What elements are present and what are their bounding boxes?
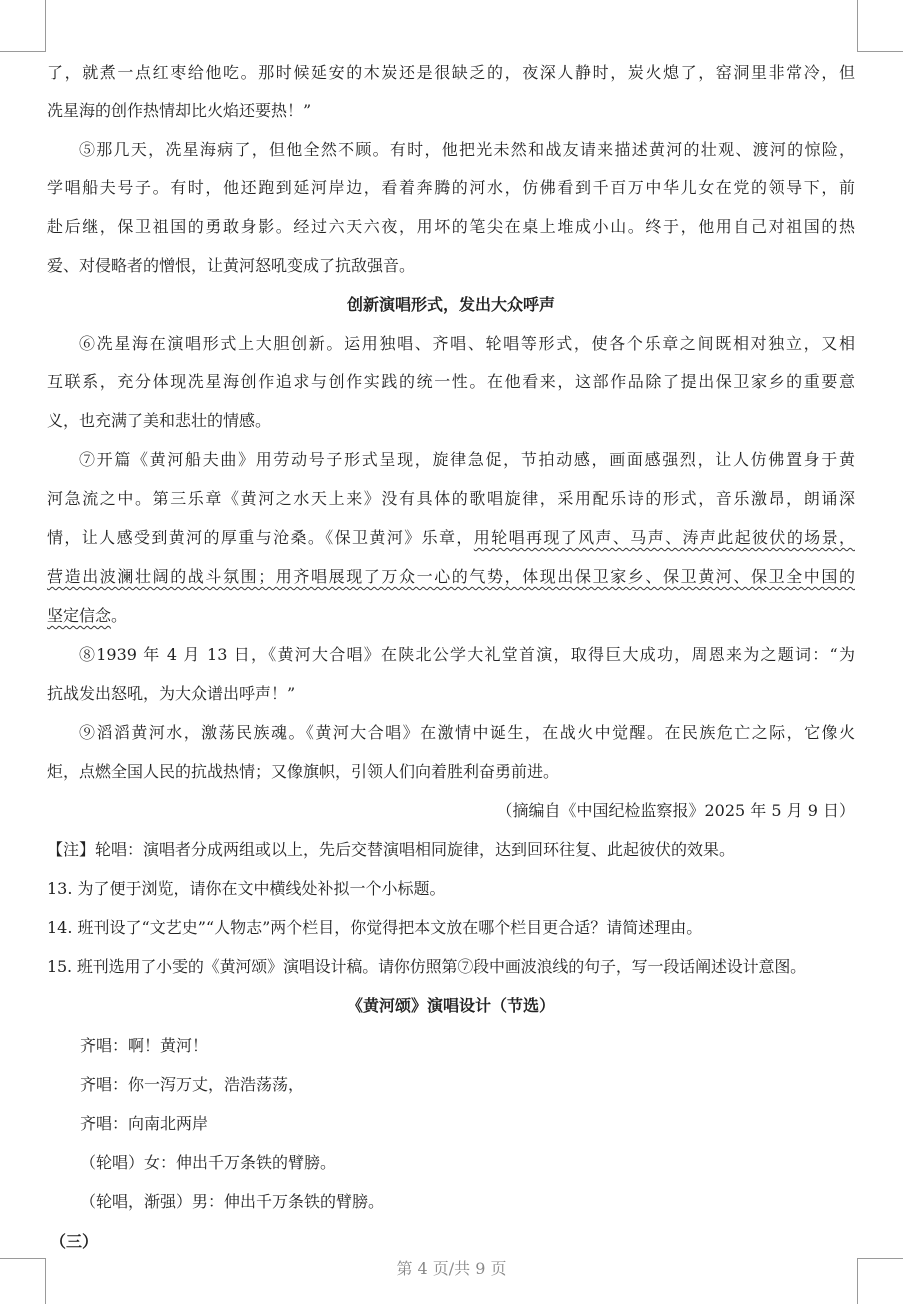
paragraph-7-line	[47, 528, 855, 548]
wavy-underlined-sentence: 营造出波澜壮阔的战斗氛围；用齐唱展现了万众一心的气势，体现出保卫家乡、保卫黄河、保卫全中国的	[47, 567, 855, 586]
paragraph-5-line: 学唱船夫号子。有时，他还跑到延河岸边，看着奔腾的河水，仿佛看到千百万中华儿女在党的领导下，前	[47, 178, 855, 197]
crop-mark	[857, 0, 858, 52]
paragraph-7-text: 。	[111, 606, 128, 625]
crop-mark	[45, 0, 46, 52]
design-line: （轮唱）女：伸出千万条铁的臂膀。	[80, 1153, 337, 1172]
page-number: 第 4 页/共 9 页	[396, 1259, 507, 1278]
paragraph-5-line: ⑤那几天，冼星海病了，但他全然不顾。有时，他把光未然和战友请来描述黄河的壮观、渡河的惊险，	[79, 140, 855, 159]
annotation-note: 【注】轮唱：演唱者分成两组或以上，先后交替演唱相同旋律，达到回环往复、此起彼伏的效果。	[47, 840, 736, 859]
question-15: 15. 班刊选用了小雯的《黄河颂》演唱设计稿。请你仿照第⑦段中画波浪线的句子，写一段话阐述设计意图。	[47, 957, 807, 976]
design-line: 齐唱：向南北两岸	[80, 1114, 209, 1133]
paragraph-7-line: ⑦开篇《黄河船夫曲》用劳动号子形式呈现，旋律急促，节拍动感，画面感强烈，让人仿佛置身于黄	[79, 450, 855, 469]
question-13: 13. 为了便于浏览，请你在文中横线处补拟一个小标题。	[47, 879, 446, 898]
question-14: 14. 班刊设了“文艺史”“人物志”两个栏目，你觉得把本文放在哪个栏目更合适？请简述理由。	[47, 918, 703, 937]
paragraph-9-line: 炬，点燃全国人民的抗战热情；又像旗帜，引领人们向着胜利奋勇前进。	[47, 762, 560, 781]
paragraph-6-line: 义，也充满了美和悲壮的情感。	[47, 411, 272, 430]
design-title: 《黄河颂》演唱设计（节选）	[346, 996, 555, 1015]
paragraph-7-line	[47, 606, 855, 626]
source-citation: （摘编自《中国纪检监察报》2025 年 5 月 9 日）	[496, 801, 855, 820]
paragraph-6-line: ⑥冼星海在演唱形式上大胆创新。运用独唱、齐唱、轮唱等形式，使各个乐章之间既相对独立，又相	[79, 334, 855, 353]
section-label: （三）	[50, 1232, 99, 1251]
section-subheading: 创新演唱形式，发出大众呼声	[346, 295, 555, 314]
wavy-underlined-sentence: 用轮唱再现了风声、马声、涛声此起彼伏的场景，	[473, 528, 855, 547]
paragraph-8-line: 抗战发出怒吼，为大众谱出呼声！”	[47, 684, 296, 703]
paragraph-8-line: ⑧1939 年 4 月 13 日，《黄河大合唱》在陕北公学大礼堂首演，取得巨大成功，周恩来为之题词：“为	[79, 645, 855, 664]
paragraph-5-line: 爱、对侵略者的憎恨，让黄河怒吼变成了抗敌强音。	[47, 256, 416, 275]
crop-mark	[0, 51, 46, 52]
paragraph-9-line: ⑨滔滔黄河水，激荡民族魂。《黄河大合唱》在激情中诞生，在战火中觉醒。在民族危亡之际，它像火	[79, 723, 855, 742]
crop-mark	[857, 51, 903, 52]
paragraph-5-line: 赴后继，保卫祖国的勇敢身影。经过六天六夜，用坏的笔尖在桌上堆成小山。终于，他用自己对祖国的热	[47, 217, 855, 236]
paragraph-6-line: 互联系，充分体现冼星海创作追求与创作实践的统一性。在他看来，这部作品除了提出保卫家乡的重要意	[47, 372, 855, 391]
design-line: 齐唱：你一泻万丈，浩浩荡荡，	[80, 1075, 305, 1094]
paragraph-7-text: 情，让人感受到黄河的厚重与沧桑。《保卫黄河》乐章，	[47, 528, 474, 547]
paragraph-4-line: 了，就煮一点红枣给他吃。那时候延安的木炭还是很缺乏的，夜深人静时，炭火熄了，窑洞里非常冷，但	[47, 63, 855, 82]
wavy-underlined-sentence: 坚定信念	[47, 606, 112, 625]
design-line: （轮唱，渐强）男：伸出千万条铁的臂膀。	[80, 1192, 385, 1211]
paragraph-7-line: 河急流之中。第三乐章《黄河之水天上来》没有具体的歌唱旋律，采用配乐诗的形式，音乐激昂，朗诵深	[47, 489, 855, 508]
paragraph-4-line: 冼星海的创作热情却比火焰还要热！”	[47, 101, 312, 120]
design-line: 齐唱：啊！黄河！	[80, 1036, 209, 1055]
